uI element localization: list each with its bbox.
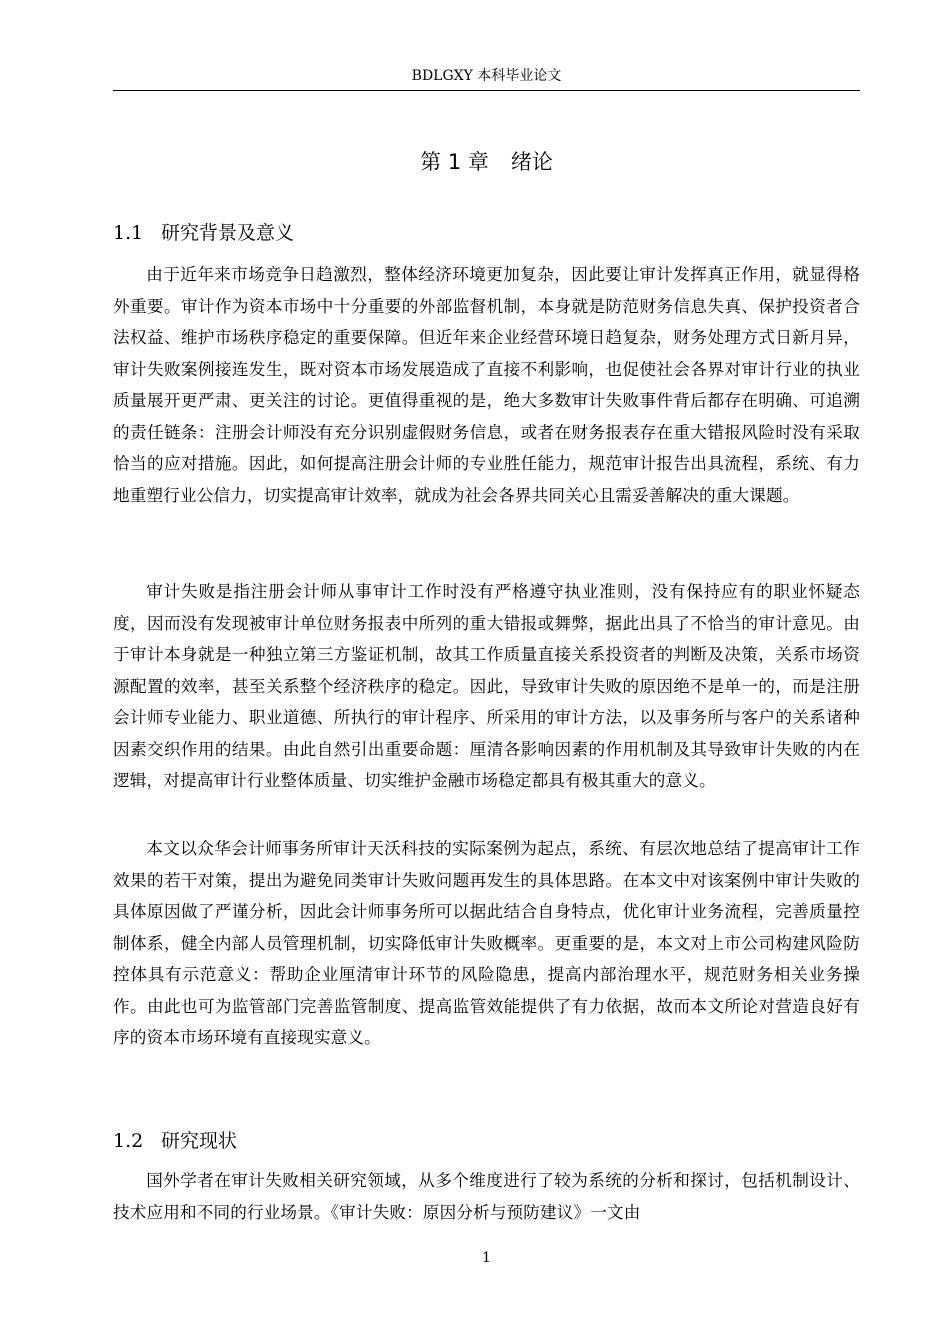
chapter-title	[113, 146, 860, 178]
section-number: 1.1	[113, 222, 144, 244]
section-heading-1-2	[113, 1126, 860, 1156]
body-paragraph-4: 国外学者在审计失败相关研究领域，从多个维度进行了较为系统的分析和探讨，包括机制设计、技术应用和不同的行业场景。《审计失败：原因分析与预防建议》一文由	[113, 1171, 860, 1222]
page-number: 1	[482, 1250, 491, 1266]
section-heading-1-1	[113, 218, 860, 248]
header-divider	[113, 90, 860, 91]
section-title: 研究现状	[161, 1130, 238, 1152]
body-paragraph-2: 审计失败是指注册会计师从事审计工作时没有严格遵守执业准则，没有保持应有的职业怀疑态度，因而没有发现被审计单位财务报表中所列的重大错报或舞弊，据此出具了不恰当的审计意见。由于审计本身就是一种独立第三方鉴证机制，故其工作质量直接关系投资者的判断及决策，关系市场资源配置的效率，甚至关系整个经济秩序的稳定。因此，导致审计失败的原因绝不是单一的，而是注册会计师专业能力、职业道德、所执行的审计程序、所采用的审计方法，以及事务所与客户的关系诸种因素交织作用的结果。由此自然引出重要命题：厘清各影响因素的作用机制及其导致审计失败的内在逻辑，对提高审计行业整体质量、切实维护金融市场稳定都具有极其重大的意义。	[113, 582, 860, 790]
body-paragraph-3: 本文以众华会计师事务所审计天沃科技的实际案例为起点，系统、有层次地总结了提高审计工作效果的若干对策，提出为避免同类审计失败问题再发生的具体思路。在本文中对该案例中审计失败的具体原因做了严谨分析，因此会计师事务所可以据此结合自身特点，优化审计业务流程，完善质量控制体系，健全内部人员管理机制，切实降低审计失败概率。更重要的是，本文对上市公司构建风险防控体具有示范意义：帮助企业厘清审计环节的风险隐患，提高内部治理水平，规范财务相关业务操作。由此也可为监管部门完善监管制度、提高监管效能提供了有力依据，故而本文所论对营造良好有序的资本市场环境有直接现实意义。	[113, 839, 860, 1047]
chapter-number: 第 1 章	[420, 150, 489, 174]
section-number: 1.2	[113, 1130, 144, 1152]
section-title: 研究背景及意义	[161, 222, 295, 244]
body-paragraph-1: 由于近年来市场竞争日趋激烈，整体经济环境更加复杂，因此要让审计发挥真正作用，就显得格外重要。审计作为资本市场中十分重要的外部监督机制，本身就是防范财务信息失真、保护投资者合法权益、维护市场秩序稳定的重要保障。但近年来企业经营环境日趋复杂，财务处理方式日新月异，审计失败案例接连发生，既对资本市场发展造成了直接不利影响，也促使社会各界对审计行业的执业质量展开更严肃、更关注的讨论。更值得重视的是，绝大多数审计失败事件背后都存在明确、可追溯的责任链条：注册会计师没有充分识别虚假财务信息，或者在财务报表存在重大错报风险时没有采取恰当的应对措施。因此，如何提高注册会计师的专业胜任能力，规范审计报告出具流程，系统、有力地重塑行业公信力，切实提高审计效率，就成为社会各界共同关心且需妥善解决的重大课题。	[113, 265, 860, 505]
running-header: BDLGXY 本科毕业论文	[411, 68, 562, 84]
chapter-title-text: 绪论	[510, 150, 553, 174]
